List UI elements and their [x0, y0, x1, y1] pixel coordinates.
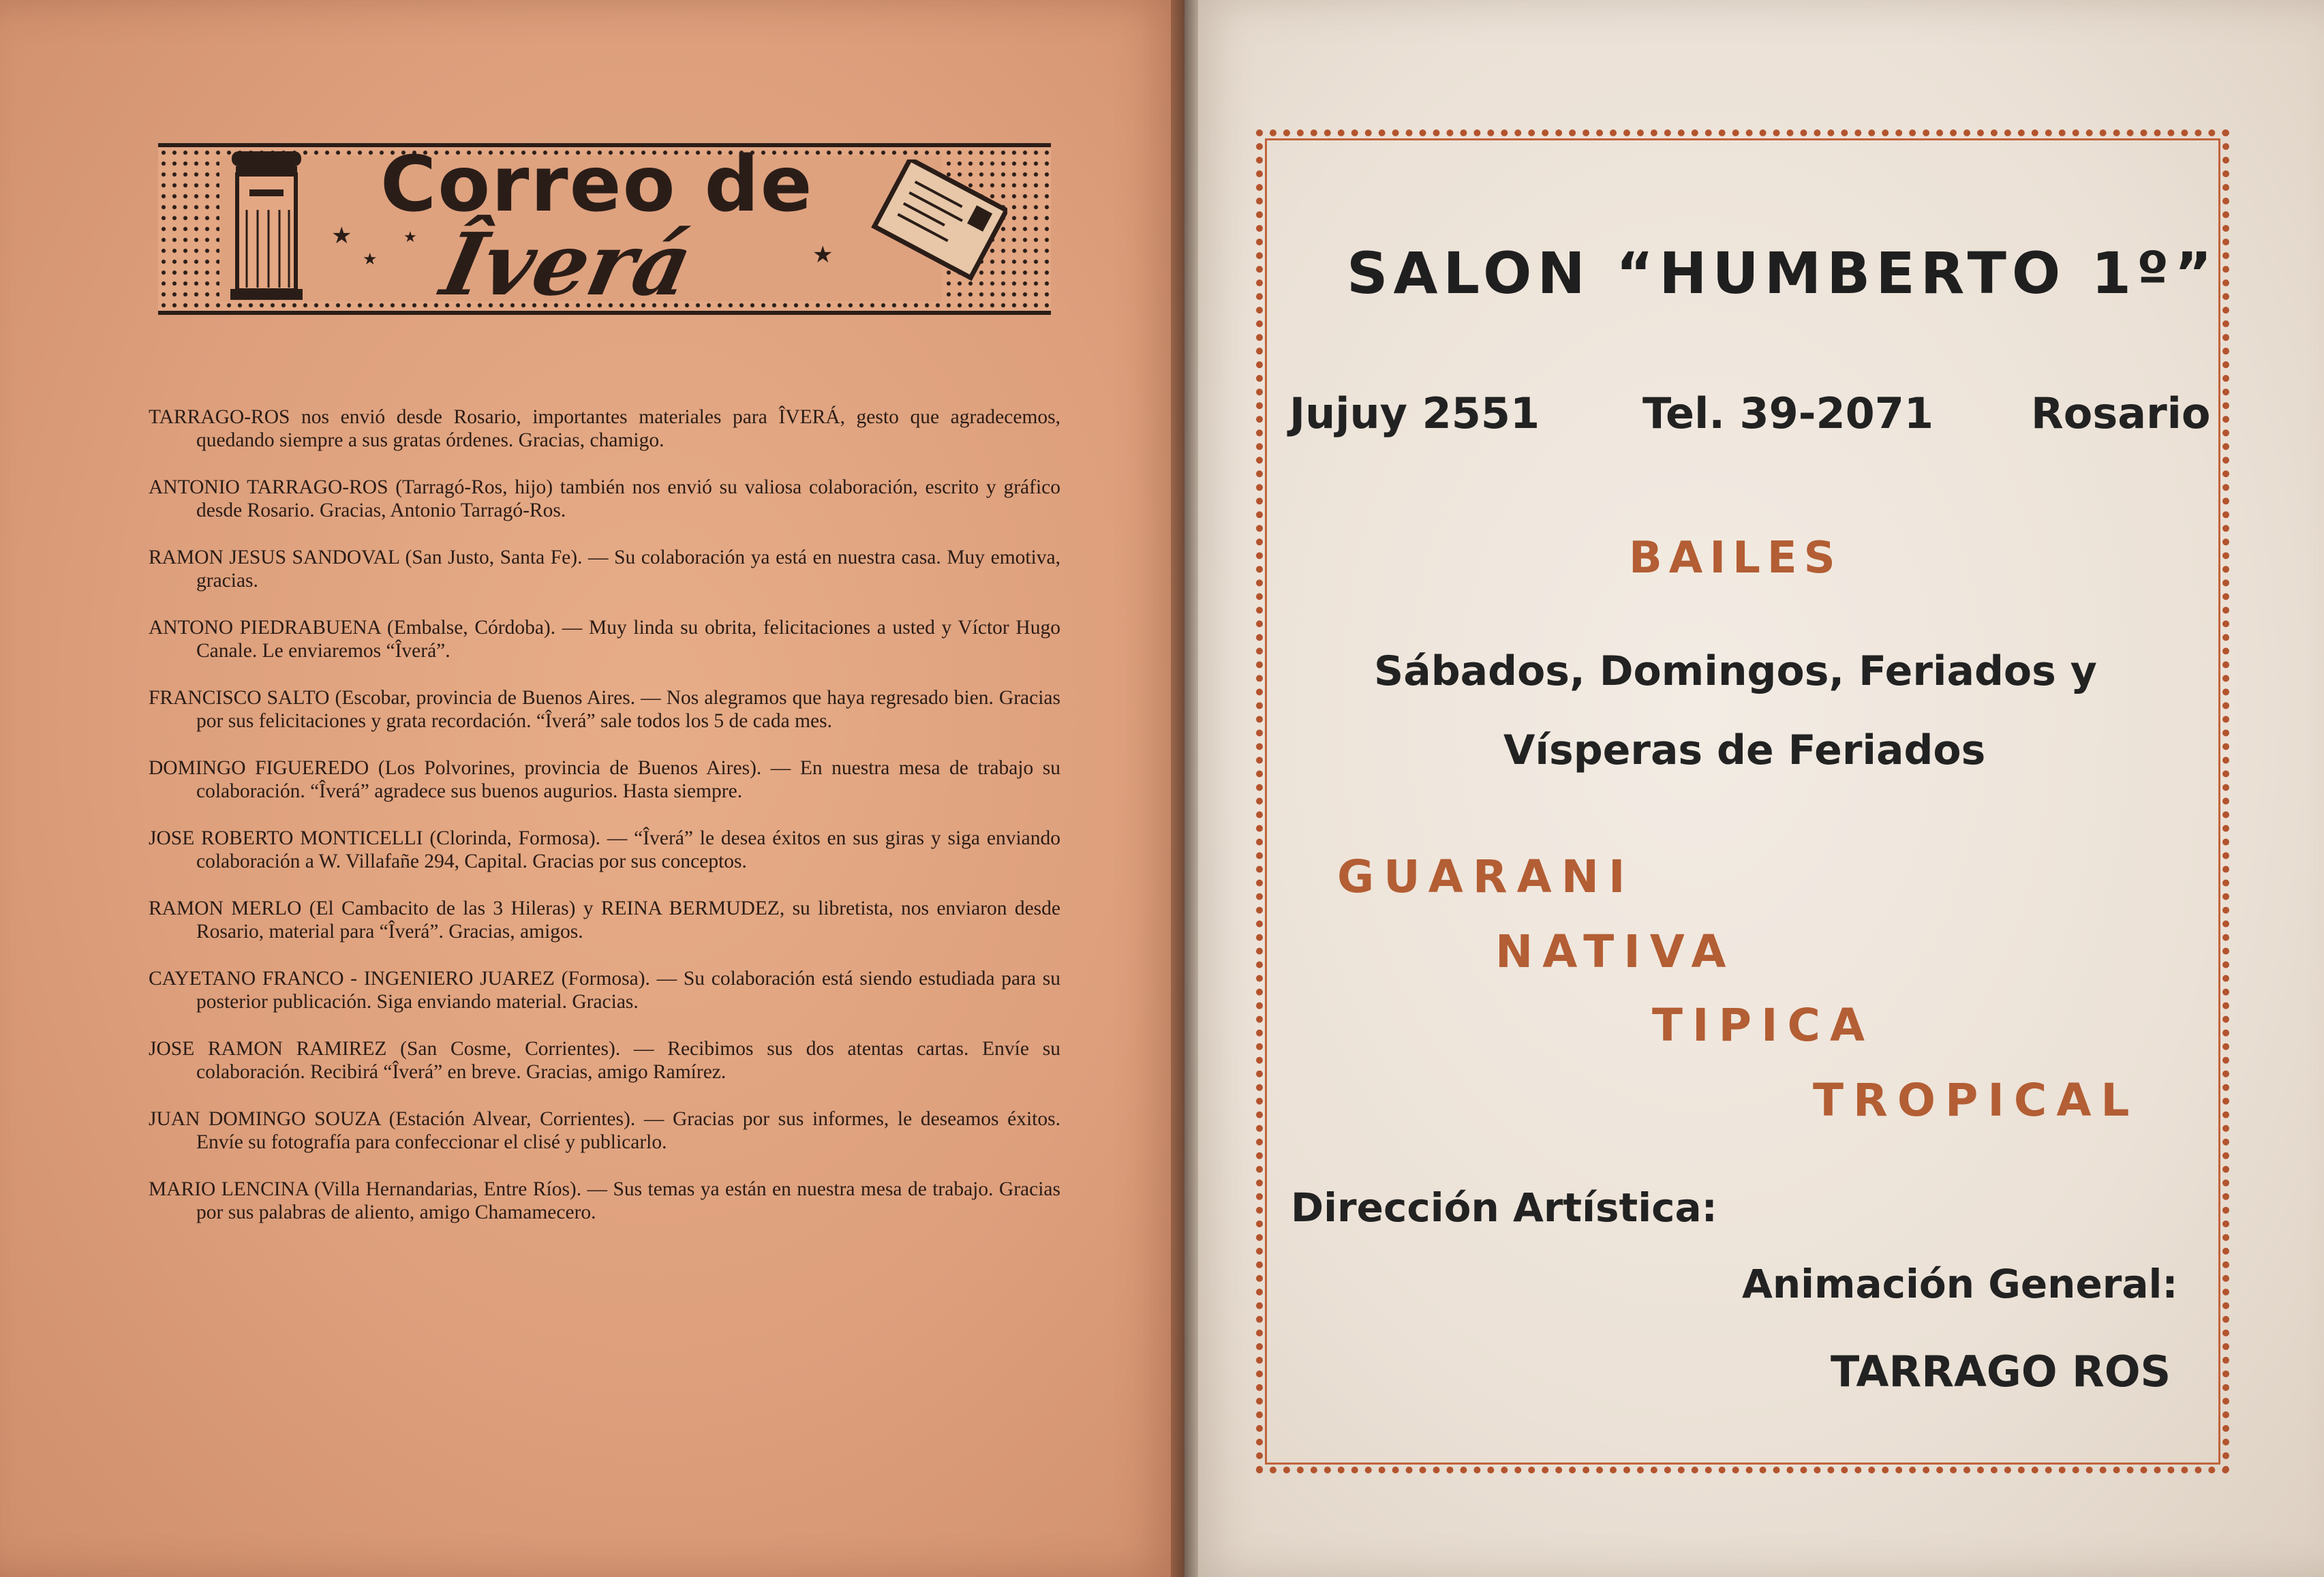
direction-label: Dirección Artística:: [1291, 1184, 1717, 1231]
genre-tipica: TIPICA: [1652, 999, 1875, 1052]
genre-guarani: GUARANI: [1337, 851, 1635, 903]
star-icon: ★: [812, 241, 834, 269]
star-icon: ★: [363, 249, 378, 269]
letter-entry: FRANCISCO SALTO (Escobar, provincia de Buenos Aires. — Nos alegramos que haya regresado bien. Gracias por sus felicitaciones y grata recordación. “Îverá” sale todos los 5 de cada mes.: [149, 687, 1061, 732]
letter-entry: ANTONIO TARRAGO-ROS (Tarragó-Ros, hijo) también nos envió su valiosa colaboración, escrito y gráfico desde Rosario. Gracias, Antonio Tarragó-Ros.: [149, 476, 1060, 521]
days-line-1: Sábados, Domingos, Feriados y: [1374, 647, 2097, 695]
salon-title: SALON “HUMBERTO 1º”: [1347, 240, 2218, 307]
letter-entry: CAYETANO FRANCO - INGENIERO JUAREZ (Formosa). — Su colaboración está siendo estudiada para su posterior publicación. Siga enviando material. Gracias.: [149, 968, 1060, 1013]
masthead-title: Correo de: [380, 140, 814, 229]
street-address: Jujuy 2551: [1289, 388, 1540, 438]
star-icon: ★: [403, 229, 417, 246]
masthead-subtitle: Îverá: [433, 214, 701, 315]
bailes-heading: BAILES: [1629, 533, 1842, 583]
genre-tropical: TROPICAL: [1813, 1074, 2139, 1127]
letter-entry: RAMON MERLO (El Cambacito de las 3 Hileras) y REINA BERMUDEZ, su libretista, nos enviaron desde Rosario, material para “Îverá”. Gracias, amigos.: [149, 898, 1061, 943]
genre-nativa: NATIVA: [1495, 925, 1736, 978]
book-gutter: [1171, 0, 1198, 1577]
artist-name: TARRAGO ROS: [1831, 1347, 2171, 1396]
correo-masthead: [158, 140, 1051, 315]
letter-entry: JUAN DOMINGO SOUZA (Estación Alvear, Corrientes). — Gracias por sus informes, le deseamos éxitos. Envíe su fotografía para confeccionar el clisé y publicarlo.: [149, 1108, 1060, 1153]
city-name: Rosario: [2031, 388, 2211, 438]
letter-entry: ANTONO PIEDRABUENA (Embalse, Córdoba). — Muy linda su obrita, felicitaciones a usted y Víctor Hugo Canale. Le enviaremos “Îverá”.: [149, 617, 1060, 662]
letter-entry: MARIO LENCINA (Villa Hernandarias, Entre Ríos). — Sus temas ya están en nuestra mesa de trabajo. Gracias por sus palabras de aliento, amigo Chamamecero.: [149, 1178, 1060, 1223]
envelope-icon: [871, 159, 1007, 282]
letter-entry: RAMON JESUS SANDOVAL (San Justo, Santa Fe). — Su colaboración ya está en nuestra casa. Muy emotiva, gracias.: [149, 547, 1061, 592]
letter-entry: JOSE RAMON RAMIREZ (San Cosme, Corrientes). — Recibimos sus dos atentas cartas. Envíe su colaboración. Recibirá “Îverá” en breve. Gracias, amigo Ramírez.: [149, 1038, 1060, 1083]
animation-label: Animación General:: [1742, 1261, 2178, 1307]
letters-column: [149, 406, 1060, 1249]
letter-entry: TARRAGO-ROS nos envió desde Rosario, importantes materiales para ÎVERÁ, gesto que agradecemos, quedando siempre a sus gratas órdenes. Gracias, chamigo.: [149, 406, 1060, 451]
mailbox-icon: [226, 149, 307, 301]
days-line-2: Vísperas de Feriados: [1503, 726, 1986, 774]
letter-entry: JOSE ROBERTO MONTICELLI (Clorinda, Formosa). — “Îverá” le desea éxitos en sus giras y siga enviando colaboración a W. Villafañe 294, Capital. Gracias por sus conceptos.: [149, 827, 1060, 872]
letter-entry: DOMINGO FIGUEREDO (Los Polvorines, provincia de Buenos Aires). — En nuestra mesa de trabajo su colaboración. “Îverá” agradece sus buenos augurios. Hasta siempre.: [149, 757, 1060, 802]
star-icon: ★: [331, 222, 352, 249]
phone-number: Tel. 39-2071: [1642, 388, 1934, 438]
